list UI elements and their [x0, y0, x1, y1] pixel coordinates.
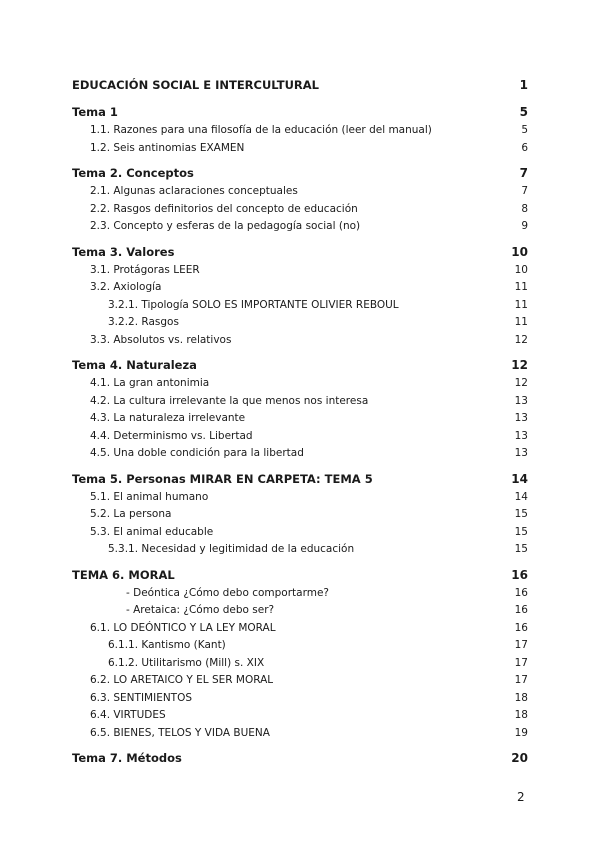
toc-entry-title: 5.3.1. Necesidad y legitimidad de la educación	[108, 543, 355, 555]
toc-entry-page: 7	[521, 185, 528, 197]
toc-entry-page: 15	[514, 525, 528, 538]
toc-entry-title: 2.3. Concepto y esferas de la pedagogía social (no)	[90, 220, 361, 232]
toc-entry-title: Tema 5. Personas MIRAR EN CARPETA: TEMA 5	[72, 471, 373, 486]
toc-entry-page: 5	[521, 124, 528, 136]
toc-entry-title: Tema 1	[72, 105, 118, 119]
toc-entry-page: 12	[514, 333, 528, 346]
toc-entry-title: EDUCACIÓN SOCIAL E INTERCULTURAL	[72, 78, 319, 92]
toc-entry-title: 6.5. BIENES, TELOS Y VIDA BUENA	[90, 726, 270, 739]
toc-entry-page: 18	[514, 709, 528, 721]
toc-entry[interactable]	[72, 122, 528, 140]
toc-entry-page: 9	[521, 220, 528, 232]
toc-entry-page: 16	[514, 604, 528, 616]
toc-entry-title: 6.1. LO DEÓNTICO Y LA LEY MORAL	[90, 621, 276, 634]
toc-entry-page: 5	[519, 105, 528, 119]
toc-entry-title: 6.2. LO ARETAICO Y EL SER MORAL	[90, 674, 274, 686]
toc-entry[interactable]	[72, 262, 528, 280]
toc-entry-title: 6.4. VIRTUDES	[90, 709, 166, 721]
toc-heading[interactable]	[72, 76, 528, 95]
toc-entry-page: 17	[514, 656, 528, 669]
toc-entry[interactable]	[72, 690, 528, 708]
toc-entry-page: 17	[514, 674, 528, 686]
toc-entry-title: 3.1. Protágoras LEER	[90, 263, 200, 276]
toc-entry[interactable]	[72, 725, 528, 743]
toc-entry[interactable]	[72, 637, 528, 655]
toc-entry[interactable]	[72, 201, 528, 219]
toc-entry-title: 5.2. La persona	[90, 508, 172, 520]
toc-entry-page: 20	[511, 751, 528, 765]
toc-entry-page: 15	[514, 508, 528, 520]
toc-heading[interactable]	[72, 356, 528, 375]
toc-entry[interactable]	[72, 314, 528, 332]
toc-entry-title: Tema 2. Conceptos	[72, 166, 194, 180]
toc-entry-title: 1.1. Razones para una filosofía de la educación (leer del manual)	[90, 124, 432, 136]
toc-entry[interactable]	[72, 332, 528, 350]
toc-entry-title: 1.2. Seis antinomias EXAMEN	[90, 141, 245, 154]
toc-entry[interactable]	[72, 541, 528, 559]
toc-entry-title: 4.4. Determinismo vs. Libertad	[90, 429, 253, 442]
toc-entry[interactable]	[72, 620, 528, 638]
toc-entry-title: 4.2. La cultura irrelevante la que menos nos interesa	[90, 394, 369, 407]
toc-entry-page: 7	[519, 166, 528, 180]
toc-entry-page: 10	[511, 244, 528, 259]
toc-heading[interactable]	[72, 749, 528, 768]
toc-entry-title: 3.3. Absolutos vs. relativos	[90, 333, 232, 346]
toc-entry-page: 13	[514, 429, 528, 442]
toc-entry-title: 4.3. La naturaleza irrelevante	[90, 412, 246, 424]
toc-entry-title: - Aretaica: ¿Cómo debo ser?	[126, 604, 275, 616]
toc-entry-title: 3.2.1. Tipología SOLO ES IMPORTANTE OLIVIER REBOUL	[108, 298, 399, 311]
toc-entry-page: 6	[521, 141, 528, 154]
toc-entry-title: 3.2.2. Rasgos	[108, 316, 179, 328]
toc-entry[interactable]	[72, 506, 528, 524]
toc-entry-page: 11	[514, 281, 528, 293]
toc-entry-title: Tema 4. Naturaleza	[72, 358, 197, 372]
toc-entry-page: 12	[511, 358, 528, 372]
toc-entry-title: 4.5. Una doble condición para la libertad	[90, 447, 304, 459]
toc-entry-page: 15	[514, 543, 528, 555]
toc-entry[interactable]	[72, 428, 528, 446]
toc-entry[interactable]	[72, 524, 528, 542]
toc-entry[interactable]	[72, 672, 528, 690]
toc-entry[interactable]	[72, 602, 528, 620]
toc-entry-page: 16	[514, 621, 528, 634]
toc-entry[interactable]	[72, 445, 528, 463]
toc-entry-page: 12	[514, 377, 528, 389]
toc-entry-page: 14	[514, 490, 528, 503]
toc-entry[interactable]	[72, 183, 528, 201]
toc-heading[interactable]	[72, 243, 528, 262]
toc-entry-page: 8	[521, 202, 528, 215]
toc-entry-title: 2.2. Rasgos definitorios del concepto de educación	[90, 202, 358, 215]
toc-entry-title: 6.3. SENTIMIENTOS	[90, 691, 193, 704]
toc-entry-title: 5.1. El animal humano	[90, 490, 209, 503]
page-number: 2	[517, 790, 525, 804]
toc-entry-page: 16	[514, 586, 528, 599]
toc-entry-title: 4.1. La gran antonimia	[90, 377, 210, 389]
toc-entry-title: Tema 7. Métodos	[72, 751, 182, 765]
toc-entry-title: 3.2. Axiología	[90, 281, 162, 293]
toc-entry-page: 13	[514, 394, 528, 407]
toc-entry[interactable]	[72, 585, 528, 603]
toc-entry-page: 17	[514, 639, 528, 651]
toc-entry[interactable]	[72, 297, 528, 315]
toc-entry-title: 5.3. El animal educable	[90, 525, 214, 538]
toc-entry[interactable]	[72, 489, 528, 507]
toc-entry-title: TEMA 6. MORAL	[72, 567, 175, 582]
toc-heading[interactable]	[72, 566, 528, 585]
toc-entry-page: 14	[511, 471, 528, 486]
toc-entry-page: 1	[519, 78, 528, 92]
toc-entry-page: 13	[514, 412, 528, 424]
toc-heading[interactable]	[72, 470, 528, 489]
toc-entry-title: Tema 3. Valores	[72, 244, 175, 259]
toc-entry[interactable]	[72, 393, 528, 411]
toc-heading[interactable]	[72, 164, 528, 183]
toc-entry[interactable]	[72, 375, 528, 393]
toc-entry[interactable]	[72, 140, 528, 158]
toc-entry[interactable]	[72, 218, 528, 236]
toc-entry-page: 13	[514, 447, 528, 459]
toc-entry-page: 11	[514, 316, 528, 328]
toc-entry-title: 6.1.2. Utilitarismo (Mill) s. XIX	[108, 656, 265, 669]
toc-entry-title: - Deóntica ¿Cómo debo comportarme?	[126, 586, 329, 599]
toc-entry-title: 2.1. Algunas aclaraciones conceptuales	[90, 185, 298, 197]
toc-entry-title: 6.1.1. Kantismo (Kant)	[108, 639, 226, 651]
toc-entry[interactable]	[72, 707, 528, 725]
toc-entry-page: 16	[511, 567, 528, 582]
toc-entry-page: 10	[514, 263, 528, 276]
table-of-contents	[72, 76, 528, 768]
toc-entry[interactable]	[72, 655, 528, 673]
toc-entry-page: 19	[514, 726, 528, 739]
toc-entry[interactable]	[72, 279, 528, 297]
toc-heading[interactable]	[72, 103, 528, 122]
toc-entry-page: 11	[514, 298, 528, 311]
toc-entry[interactable]	[72, 410, 528, 428]
toc-entry-page: 18	[514, 691, 528, 704]
